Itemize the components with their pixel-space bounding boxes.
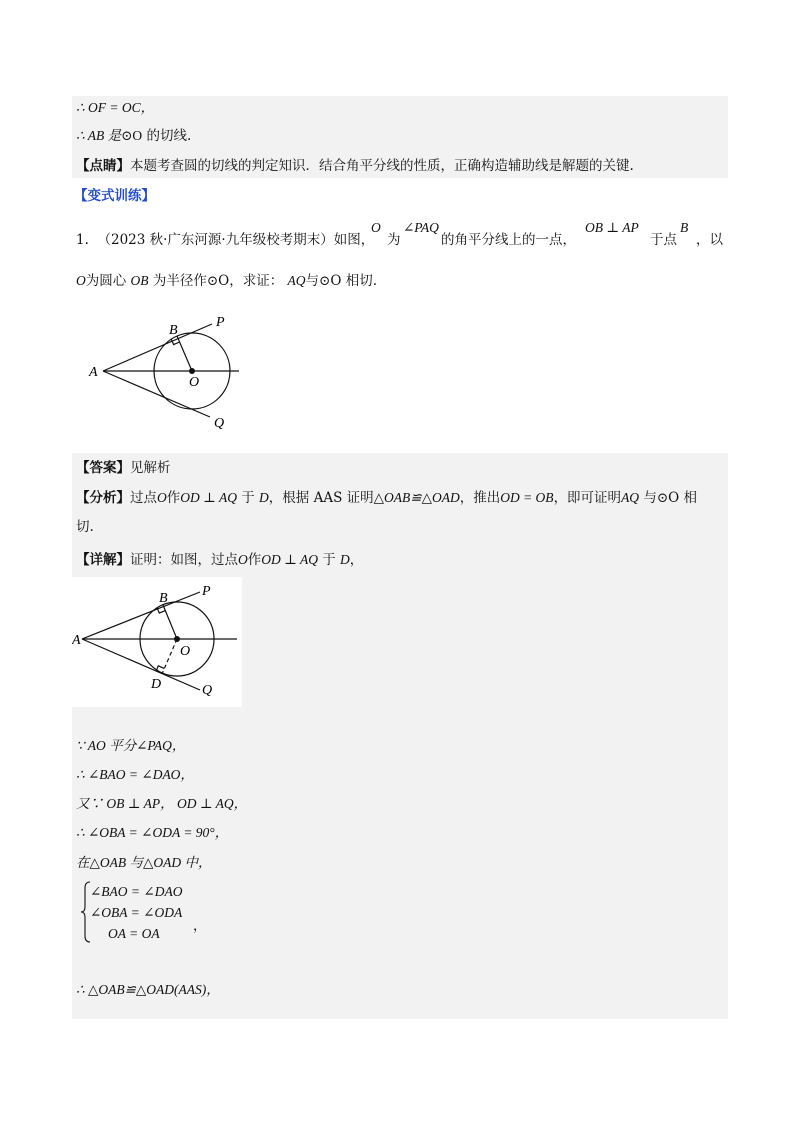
- detail-d: D: [340, 552, 350, 567]
- problem-line-1: [76, 230, 374, 250]
- figure-2-center-dot: [174, 636, 180, 642]
- analysis-text-4: ，根据 AAS 证明: [268, 490, 374, 506]
- analysis-d: D: [259, 490, 269, 505]
- line2-text1: 为圆心: [85, 273, 127, 289]
- problem-text-yu: 于点: [650, 232, 677, 248]
- detail-text-3: 于: [322, 552, 336, 568]
- analysis-text-5: ，推出: [459, 490, 501, 506]
- problem-text-mid: 的角平分线上的一点，: [441, 232, 576, 248]
- problem-var-o: O: [371, 220, 381, 235]
- line2-text2: 为半径作⊙O，求证：: [152, 273, 284, 289]
- detail-o: O: [238, 552, 248, 567]
- system-line-3: OA = OA: [108, 926, 160, 941]
- analysis-congruence: △OAB≌△OAD: [373, 490, 460, 505]
- problem-text-comma: ，以: [696, 232, 723, 248]
- system-comma: ，: [193, 918, 207, 934]
- proof-step-6: ∴ △OAB≌△OAD(AAS)，: [76, 982, 220, 997]
- proof-line-tangent: [76, 126, 191, 146]
- line2-o: O: [76, 273, 86, 288]
- proof-step-5: 在△OAB 与△OAD 中，: [76, 855, 212, 870]
- proof-step-1: ∵ AO 平分∠PAQ，: [76, 738, 186, 753]
- analysis-wrap: 切.: [76, 519, 94, 535]
- figure-2-label-b: B: [159, 591, 168, 606]
- proof-step-3: 又∵ OB ⊥ AP， OD ⊥ AQ，: [76, 796, 248, 811]
- tangent-text: 的切线.: [142, 128, 192, 144]
- figure-2-diagram: [72, 577, 242, 707]
- figure-2-lines: [82, 592, 237, 690]
- analysis-text-1: 过点: [130, 490, 157, 506]
- answer-tag: 【答案】: [76, 460, 130, 476]
- problem-number: 1.: [76, 232, 89, 248]
- problem-perp-ob-ap: OB ⊥ AP: [585, 220, 639, 235]
- circle-o-symbol: ⊙O: [121, 128, 143, 143]
- analysis-aq: AQ: [621, 490, 640, 505]
- figure-1-center-dot: [189, 368, 195, 374]
- analysis-od-eq-ob: OD = OB: [500, 490, 554, 505]
- detail-line: [76, 550, 363, 570]
- detail-text-4: ，: [349, 552, 364, 568]
- figure-1-label-a: A: [89, 365, 98, 380]
- figure-1-label-b: B: [169, 323, 178, 338]
- proof-step-2: ∴ ∠BAO = ∠DAO，: [76, 767, 194, 782]
- analysis-text-7: 与⊙O 相: [643, 490, 698, 506]
- system-line-2: ∠OBA = ∠ODA: [90, 905, 183, 920]
- line2-ob: OB: [130, 273, 149, 288]
- problem-text-wei: 为: [387, 232, 401, 248]
- analysis-od-perp: OD ⊥ AQ: [180, 490, 237, 505]
- analysis-text-6: ，即可证明: [553, 490, 622, 506]
- figure-1-label-o: O: [189, 375, 200, 390]
- comment-line: [76, 156, 634, 176]
- analysis-tag: 【分析】: [76, 490, 130, 506]
- comment-tag: 【点睛】: [76, 158, 130, 174]
- detail-tag: 【详解】: [76, 552, 130, 568]
- figure-1-diagram: [85, 310, 255, 435]
- detail-text-2: 作: [247, 552, 262, 568]
- problem-source: （2023 秋·广东河源·九年级校考期末）如图，: [97, 232, 375, 248]
- problem-angle-paq: ∠PAQ: [403, 220, 439, 235]
- figure-1-label-q: Q: [214, 416, 225, 431]
- analysis-line: [76, 488, 697, 508]
- detail-text-1: 证明：如图，过点: [130, 552, 238, 568]
- comment-text: 本题考查圆的切线的判定知识．结合角平分线的性质，正确构造辅助线是解题的关键.: [130, 158, 634, 174]
- figure-2-label-o: O: [180, 644, 191, 659]
- section-heading: 【变式训练】: [74, 188, 155, 204]
- answer-text: 见解析: [130, 460, 171, 476]
- figure-2-label-a: A: [72, 633, 81, 648]
- system-line-1: ∠BAO = ∠DAO: [90, 884, 183, 899]
- problem-line-2: [76, 271, 377, 291]
- figure-2-label-p: P: [202, 584, 211, 599]
- problem-var-b: B: [680, 220, 689, 235]
- tangent-ab: ∴ AB 是: [76, 128, 122, 143]
- analysis-text-2: 作: [166, 490, 181, 506]
- figure-2-label-d: D: [151, 677, 162, 692]
- detail-od-perp: OD ⊥ AQ: [261, 552, 318, 567]
- proof-line-of-oc: ∴ OF = OC，: [76, 100, 155, 115]
- figure-2-label-q: Q: [202, 683, 213, 698]
- answer-line: [76, 458, 171, 478]
- line2-aq: AQ: [287, 273, 306, 288]
- line2-text3: 与⊙O 相切.: [305, 273, 377, 289]
- proof-step-4: ∴ ∠OBA = ∠ODA = 90°，: [76, 825, 229, 840]
- figure-1-label-p: P: [216, 315, 225, 330]
- analysis-o: O: [157, 490, 167, 505]
- analysis-text-3: 于: [241, 490, 255, 506]
